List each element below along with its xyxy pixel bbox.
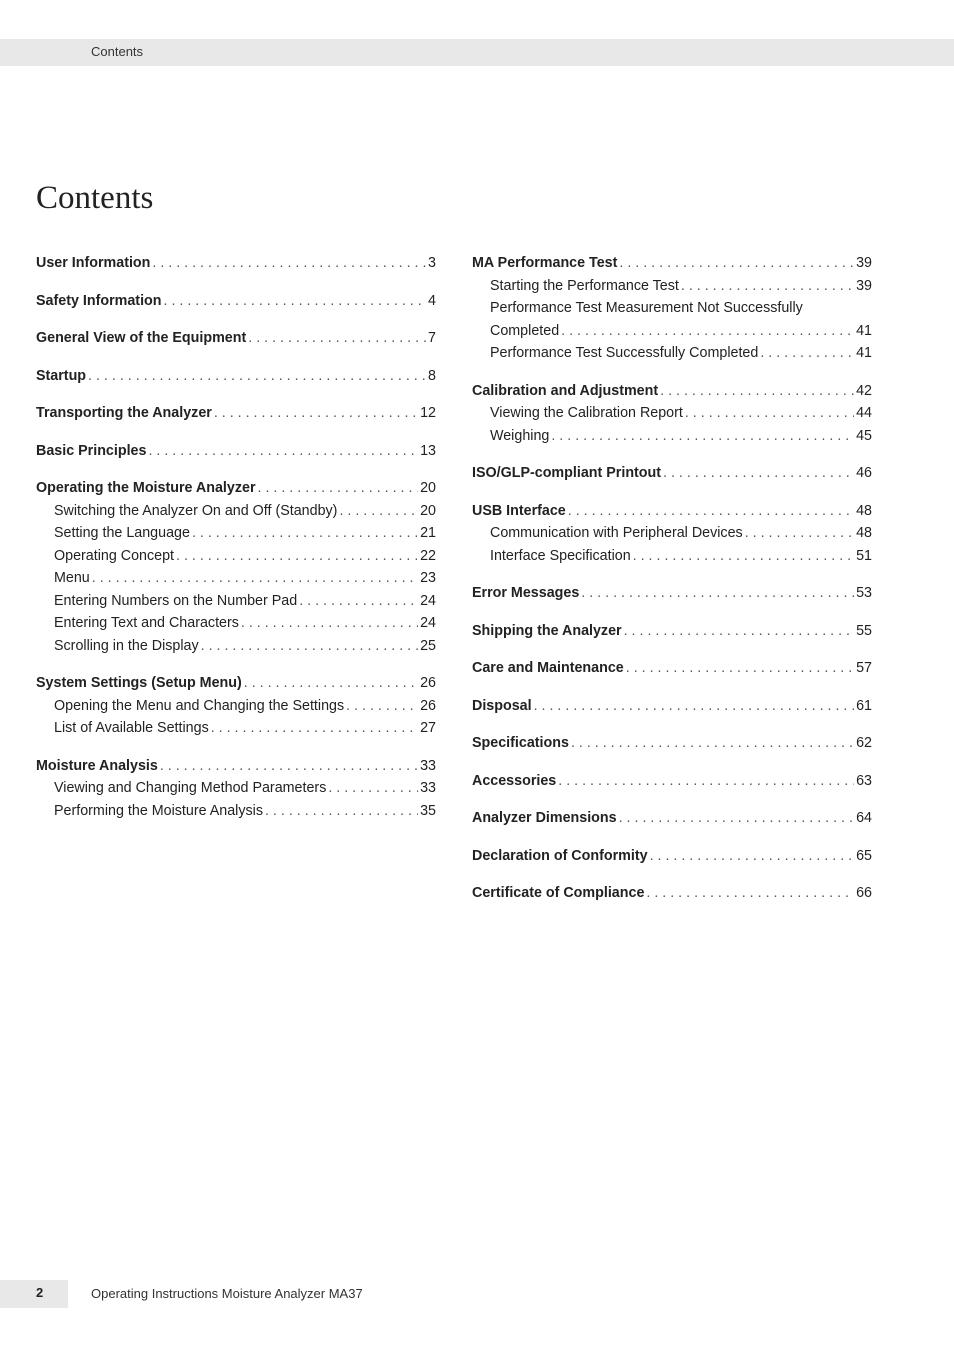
toc-entry-title: Declaration of Conformity xyxy=(472,847,648,864)
toc-section xyxy=(472,582,872,605)
dot-leader xyxy=(176,545,418,568)
toc-subentry[interactable] xyxy=(36,522,436,545)
toc-entry-page: 24 xyxy=(420,592,436,609)
toc-entry-page: 64 xyxy=(856,810,872,826)
dot-leader xyxy=(258,477,419,500)
toc-entry-page: 33 xyxy=(420,780,436,796)
toc-subentry[interactable] xyxy=(36,695,436,718)
toc-entry-page: 48 xyxy=(856,502,872,519)
toc-entry-page: 39 xyxy=(856,277,872,294)
toc-subentry[interactable] xyxy=(36,545,436,568)
toc-entry[interactable] xyxy=(36,440,436,463)
toc-entry-page: 44 xyxy=(856,405,872,421)
toc-entry-page: 4 xyxy=(428,292,436,309)
toc-entry-title: Interface Specification xyxy=(490,547,631,564)
toc-entry-page: 20 xyxy=(420,480,436,496)
toc-entry-title: List of Available Settings xyxy=(54,720,209,736)
toc-entry-title: Calibration and Adjustment xyxy=(472,382,659,399)
toc-entry-page: 27 xyxy=(420,720,436,736)
toc-entry-title: Viewing the Calibration Report xyxy=(490,405,683,421)
toc-entry-title: Performance Test Measurement Not Successfully xyxy=(490,300,803,316)
toc-entry-page: 7 xyxy=(428,330,436,346)
toc-entry-title: User Information xyxy=(36,255,151,271)
toc-right-column xyxy=(472,252,872,920)
toc-section xyxy=(472,380,872,448)
toc-subentry-continuation[interactable] xyxy=(472,320,872,343)
dot-leader xyxy=(681,275,854,298)
toc-entry-title: Transporting the Analyzer xyxy=(36,405,212,421)
toc-entry-page: 26 xyxy=(420,697,436,714)
dot-leader xyxy=(760,342,854,365)
toc-section xyxy=(472,882,872,905)
dot-leader xyxy=(265,800,418,823)
toc-entry-title: System Settings (Setup Menu) xyxy=(36,675,242,691)
toc-entry-title: Disposal xyxy=(472,697,532,714)
toc-entry-page: 42 xyxy=(856,382,872,399)
toc-entry-title: Operating Concept xyxy=(54,547,175,564)
page-title: Contents xyxy=(36,180,154,216)
footer-page-number: 2 xyxy=(36,1285,44,1300)
toc-left-column xyxy=(36,252,436,837)
toc-entry[interactable] xyxy=(472,882,872,905)
dot-leader xyxy=(299,590,418,613)
dot-leader xyxy=(160,755,418,778)
toc-entry-page: 3 xyxy=(428,255,436,271)
toc-entry-title: Communication with Peripheral Devices xyxy=(490,525,743,541)
toc-entry-page: 46 xyxy=(856,465,872,481)
toc-subentry[interactable] xyxy=(472,402,872,425)
dot-leader xyxy=(148,440,418,463)
header-band xyxy=(0,39,954,66)
toc-entry-title: Basic Principles xyxy=(36,442,147,459)
toc-section xyxy=(36,402,436,425)
dot-leader xyxy=(650,845,855,868)
dot-leader xyxy=(201,635,418,658)
toc-subentry[interactable] xyxy=(36,567,436,590)
toc-entry-page: 26 xyxy=(420,675,436,691)
toc-entry-page: 25 xyxy=(420,637,436,654)
toc-entry-page: 62 xyxy=(856,735,872,751)
dot-leader xyxy=(581,582,854,605)
dot-leader xyxy=(534,695,855,718)
toc-section xyxy=(472,732,872,755)
dot-leader xyxy=(152,252,426,275)
dot-leader xyxy=(92,567,418,590)
toc-entry-title: USB Interface xyxy=(472,502,566,519)
toc-entry[interactable] xyxy=(472,462,872,485)
toc-entry-title: General View of the Equipment xyxy=(36,330,247,346)
dot-leader xyxy=(339,500,418,523)
toc-entry-page: 24 xyxy=(420,615,436,631)
dot-leader xyxy=(646,882,854,905)
header-section-label: Contents xyxy=(91,44,144,59)
dot-leader xyxy=(241,612,418,635)
dot-leader xyxy=(633,545,854,568)
toc-entry-title: Safety Information xyxy=(36,292,162,309)
toc-entry[interactable] xyxy=(472,252,872,275)
toc-entry-title: Error Messages xyxy=(472,585,580,601)
toc-entry[interactable] xyxy=(472,695,872,718)
toc-entry[interactable] xyxy=(472,500,872,523)
dot-leader xyxy=(211,717,418,740)
dot-leader xyxy=(248,327,426,350)
toc-entry-title: Certificate of Compliance xyxy=(472,885,645,901)
dot-leader xyxy=(328,777,418,800)
toc-entry-title: Care and Maintenance xyxy=(472,660,624,676)
toc-entry[interactable] xyxy=(472,380,872,403)
dot-leader xyxy=(558,770,854,793)
dot-leader xyxy=(551,425,854,448)
toc-entry-title: Entering Text and Characters xyxy=(54,615,239,631)
dot-leader xyxy=(214,402,418,425)
toc-entry[interactable] xyxy=(472,657,872,680)
toc-section xyxy=(36,327,436,350)
toc-entry-page: 48 xyxy=(856,525,872,541)
toc-subentry[interactable] xyxy=(472,425,872,448)
toc-subentry[interactable] xyxy=(472,522,872,545)
dot-leader xyxy=(619,807,854,830)
toc-subentry[interactable] xyxy=(36,800,436,823)
toc-section xyxy=(472,695,872,718)
toc-subentry[interactable] xyxy=(472,342,872,365)
toc-entry-page: 12 xyxy=(420,405,436,421)
dot-leader xyxy=(88,365,426,388)
toc-entry-page: 33 xyxy=(420,757,436,774)
toc-entry-title: Scrolling in the Display xyxy=(54,637,199,654)
toc-entry-title: Opening the Menu and Changing the Settings xyxy=(54,697,345,714)
dot-leader xyxy=(346,695,418,718)
toc-section xyxy=(472,770,872,793)
toc-entry-title: Performance Test Successfully Completed xyxy=(490,345,759,361)
toc-section xyxy=(472,500,872,568)
toc-entry-title: Shipping the Analyzer xyxy=(472,622,622,639)
toc-section xyxy=(472,620,872,643)
toc-entry-title: Switching the Analyzer On and Off (Standby) xyxy=(54,502,338,519)
toc-section xyxy=(472,657,872,680)
toc-entry-page: 63 xyxy=(856,772,872,789)
toc-section xyxy=(472,462,872,485)
toc-entry[interactable] xyxy=(472,582,872,605)
toc-entry-title: Starting the Performance Test xyxy=(490,277,679,294)
toc-subentry[interactable] xyxy=(472,297,872,320)
toc-entry-title: Analyzer Dimensions xyxy=(472,810,617,826)
dot-leader xyxy=(619,252,854,275)
toc-entry-title: Entering Numbers on the Number Pad xyxy=(54,592,298,609)
toc-section xyxy=(36,672,436,740)
toc-subentry[interactable] xyxy=(36,500,436,523)
toc-entry[interactable] xyxy=(36,327,436,350)
footer-page-box xyxy=(0,1280,68,1308)
toc-entry-page: 61 xyxy=(856,697,872,714)
toc-entry-page: 66 xyxy=(856,885,872,901)
toc-section xyxy=(36,477,436,657)
toc-entry[interactable] xyxy=(472,770,872,793)
toc-entry-title: Startup xyxy=(36,367,87,384)
toc-entry-title: ISO/GLP-compliant Printout xyxy=(472,465,662,481)
dot-leader xyxy=(624,620,854,643)
dot-leader xyxy=(745,522,854,545)
toc-entry[interactable] xyxy=(472,732,872,755)
toc-section xyxy=(36,440,436,463)
toc-entry-page: 23 xyxy=(420,570,436,586)
toc-subentry[interactable] xyxy=(472,275,872,298)
toc-entry-page: 22 xyxy=(420,547,436,564)
dot-leader xyxy=(244,672,418,695)
toc-subentry[interactable] xyxy=(36,635,436,658)
toc-entry-title: Accessories xyxy=(472,772,557,789)
toc-entry-page: 55 xyxy=(856,622,872,639)
toc-entry-title: Menu xyxy=(54,570,90,586)
footer-document-title: Operating Instructions Moisture Analyzer MA37 xyxy=(91,1286,363,1301)
toc-entry-page: 39 xyxy=(856,255,872,271)
toc-entry-page: 35 xyxy=(420,802,436,819)
toc-entry[interactable] xyxy=(36,672,436,695)
toc-section xyxy=(472,807,872,830)
toc-section xyxy=(36,755,436,823)
toc-entry-page: 41 xyxy=(856,322,872,339)
toc-subentry[interactable] xyxy=(36,777,436,800)
toc-entry-page: 51 xyxy=(856,547,872,564)
toc-entry-page: 65 xyxy=(856,847,872,864)
toc-entry-page: 21 xyxy=(420,525,436,541)
toc-entry[interactable] xyxy=(36,365,436,388)
toc-subentry[interactable] xyxy=(36,612,436,635)
dot-leader xyxy=(164,290,427,313)
toc-section xyxy=(472,252,872,365)
toc-entry-title: Moisture Analysis xyxy=(36,757,158,774)
toc-subentry[interactable] xyxy=(472,545,872,568)
toc-entry-page: 53 xyxy=(856,585,872,601)
toc-entry[interactable] xyxy=(36,252,436,275)
toc-entry-title: Operating the Moisture Analyzer xyxy=(36,480,256,496)
toc-entry-title: Viewing and Changing Method Parameters xyxy=(54,780,327,796)
dot-leader xyxy=(663,462,854,485)
dot-leader xyxy=(571,732,854,755)
toc-entry[interactable] xyxy=(472,807,872,830)
dot-leader xyxy=(192,522,418,545)
toc-subentry[interactable] xyxy=(36,590,436,613)
toc-section xyxy=(472,845,872,868)
toc-entry[interactable] xyxy=(472,845,872,868)
toc-section xyxy=(36,365,436,388)
toc-subentry[interactable] xyxy=(36,717,436,740)
toc-entry-title: MA Performance Test xyxy=(472,255,618,271)
dot-leader xyxy=(626,657,854,680)
toc-entry-page: 13 xyxy=(420,442,436,459)
toc-entry-title: Performing the Moisture Analysis xyxy=(54,802,263,819)
dot-leader xyxy=(561,320,854,343)
dot-leader xyxy=(568,500,854,523)
toc-entry-title-continuation: Completed xyxy=(490,322,560,339)
toc-entry-title: Setting the Language xyxy=(54,525,190,541)
toc-entry-title: Specifications xyxy=(472,735,569,751)
dot-leader xyxy=(685,402,854,425)
dot-leader xyxy=(660,380,854,403)
toc-entry[interactable] xyxy=(36,402,436,425)
toc-entry[interactable] xyxy=(36,477,436,500)
toc-entry-page: 45 xyxy=(856,427,872,444)
toc-entry-page: 57 xyxy=(856,660,872,676)
toc-entry[interactable] xyxy=(472,620,872,643)
toc-entry[interactable] xyxy=(36,755,436,778)
toc-entry[interactable] xyxy=(36,290,436,313)
toc-entry-page: 8 xyxy=(428,367,436,384)
toc-entry-title: Weighing xyxy=(490,427,550,444)
toc-entry-page: 41 xyxy=(856,345,872,361)
toc-entry-page: 20 xyxy=(420,502,436,519)
toc-section xyxy=(36,290,436,313)
toc-section xyxy=(36,252,436,275)
